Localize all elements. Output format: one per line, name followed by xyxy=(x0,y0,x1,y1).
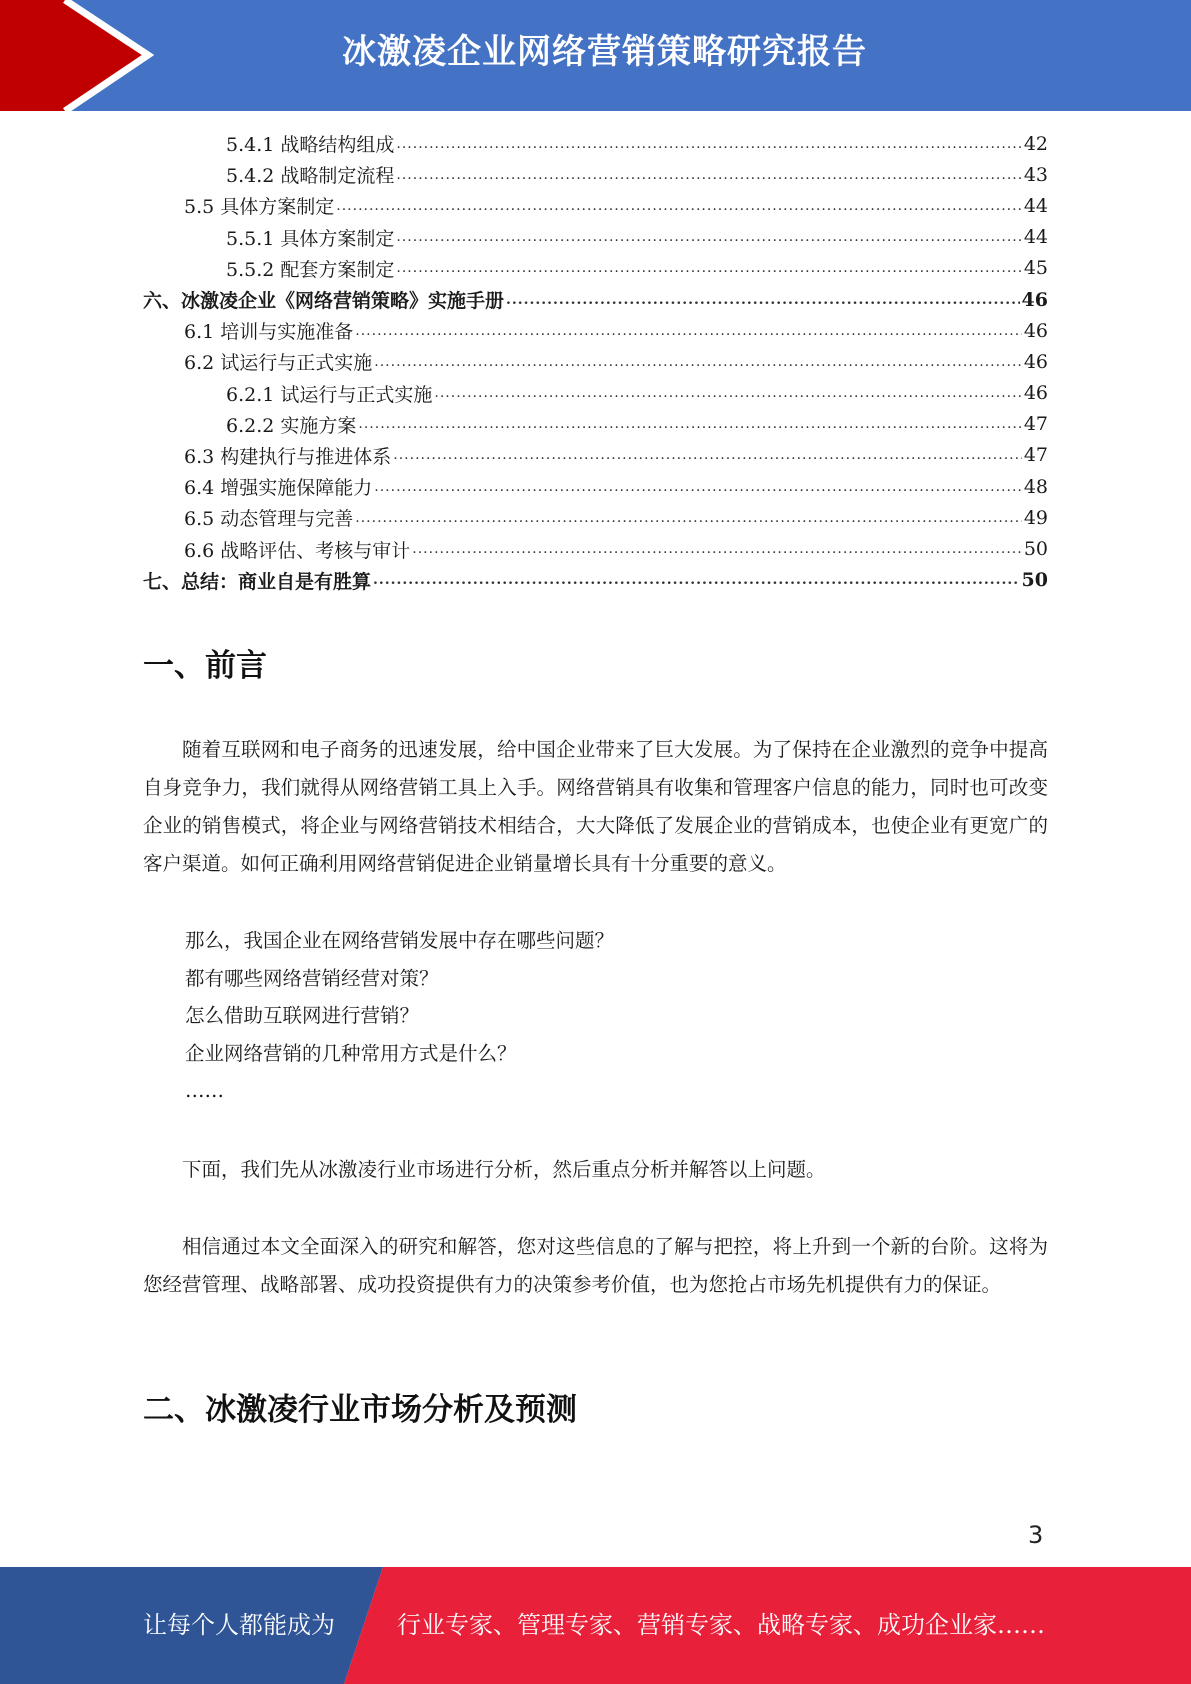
toc-entry[interactable] xyxy=(143,222,1048,253)
toc-entry-page: 43 xyxy=(1023,163,1048,186)
toc-entry[interactable] xyxy=(143,253,1048,284)
toc-entry[interactable] xyxy=(143,346,1048,377)
question-ellipsis: …… xyxy=(185,1079,224,1102)
toc-entry[interactable] xyxy=(143,440,1048,471)
preface-closing-paragraph: 相信通过本文全面深入的研究和解答，您对这些信息的了解与把控，将上升到一个新的台阶。这将为您经营管理、战略部署、成功投资提供有力的决策参考价值，也为您抢占市场先机提供有力的保证。 xyxy=(143,1235,1048,1296)
toc-leader-dots xyxy=(393,447,1022,463)
toc-entry-page: 48 xyxy=(1023,475,1048,498)
toc-entry-title: 5.4.1 战略结构组成 xyxy=(226,134,395,157)
toc-entry-page: 47 xyxy=(1023,444,1048,467)
toc-entry-title: 6.2.1 试运行与正式实施 xyxy=(226,383,433,406)
toc-entry-page: 50 xyxy=(1023,538,1048,561)
toc-entry[interactable] xyxy=(143,565,1048,596)
preface-next-paragraph: 下面，我们先从冰激凌行业市场进行分析，然后重点分析并解答以上问题。 xyxy=(182,1158,826,1181)
toc-entry[interactable] xyxy=(143,471,1048,502)
document-title: 冰激凌企业网络营销策略研究报告 xyxy=(342,32,867,72)
toc-leader-dots xyxy=(358,416,1021,432)
question-item: 那么，我国企业在网络营销发展中存在哪些问题？ xyxy=(185,929,615,952)
toc-entry[interactable] xyxy=(143,502,1048,533)
question-item: 都有哪些网络营销经营对策？ xyxy=(185,966,439,990)
page-number: 3 xyxy=(1028,1521,1044,1549)
toc-entry-title: 6.4 增强实施保障能力 xyxy=(184,477,373,500)
toc-leader-dots xyxy=(412,541,1022,557)
toc-leader-dots xyxy=(396,136,1021,152)
toc-leader-dots xyxy=(396,229,1021,245)
toc-leader-dots xyxy=(374,479,1022,495)
footer-slogan-right: 行业专家、管理专家、营销专家、战略专家、成功企业家…… xyxy=(397,1611,1045,1639)
toc-entry-title: 5.5 具体方案制定 xyxy=(184,196,335,219)
toc-leader-dots xyxy=(355,323,1022,339)
table-of-contents xyxy=(143,128,1048,596)
header-band xyxy=(0,0,1191,111)
toc-entry-page: 46 xyxy=(1021,288,1048,311)
toc-entry[interactable] xyxy=(143,409,1048,440)
toc-entry[interactable] xyxy=(143,378,1048,409)
question-item: 怎么借助互联网进行营销？ xyxy=(185,1004,420,1027)
toc-entry-title: 七、总结：商业自是有胜算 xyxy=(143,570,372,593)
section-heading-market-analysis: 二、冰激凌行业市场分析及预测 xyxy=(143,1392,577,1428)
toc-entry-page: 44 xyxy=(1023,194,1048,217)
question-item: 企业网络营销的几种常用方式是什么？ xyxy=(185,1041,517,1065)
toc-leader-dots xyxy=(373,572,1020,588)
toc-entry[interactable] xyxy=(143,190,1048,221)
toc-entry-page: 50 xyxy=(1021,569,1048,592)
footer-band xyxy=(0,1567,1191,1684)
toc-entry-page: 46 xyxy=(1023,350,1048,373)
toc-entry-page: 45 xyxy=(1023,257,1048,280)
toc-leader-dots xyxy=(506,292,1020,308)
toc-leader-dots xyxy=(396,167,1021,183)
toc-entry-title: 5.5.1 具体方案制定 xyxy=(226,227,395,250)
toc-entry-title: 六、冰激凌企业《网络营销策略》实施手册 xyxy=(143,290,505,313)
toc-entry-title: 6.6 战略评估、考核与审计 xyxy=(184,539,411,562)
preface-intro-paragraph: 随着互联网和电子商务的迅速发展，给中国企业带来了巨大发展。为了保持在企业激烈的竞争中提高自身竞争力，我们就得从网络营销工具上入手。网络营销具有收集和管理客户信息的能力，同时也可改变企业的销售模式，将企业与网络营销技术相结合，大大降低了发展企业的营销成本，也使企业有更宽广的客户渠道。如何正确利用网络营销促进企业销量增长具有十分重要的意义。 xyxy=(143,738,1048,875)
toc-entry-title: 6.5 动态管理与完善 xyxy=(184,508,354,531)
toc-entry-page: 49 xyxy=(1023,506,1048,529)
toc-entry-title: 5.4.2 战略制定流程 xyxy=(226,165,395,188)
toc-leader-dots xyxy=(374,354,1022,370)
toc-entry-page: 44 xyxy=(1023,226,1048,249)
toc-leader-dots xyxy=(434,385,1021,401)
toc-entry[interactable] xyxy=(143,533,1048,564)
section-heading-preface: 一、前言 xyxy=(143,648,267,684)
toc-entry-title: 5.5.2 配套方案制定 xyxy=(226,258,395,281)
question-list xyxy=(185,922,614,1110)
toc-leader-dots xyxy=(396,260,1021,276)
toc-entry[interactable] xyxy=(143,284,1048,315)
toc-entry-page: 42 xyxy=(1023,132,1048,155)
toc-entry[interactable] xyxy=(143,128,1048,159)
toc-entry[interactable] xyxy=(143,315,1048,346)
toc-entry-title: 6.2 试运行与正式实施 xyxy=(184,352,373,375)
toc-entry-page: 46 xyxy=(1023,319,1048,342)
footer-slogan-left: 让每个人都能成为 xyxy=(143,1611,335,1639)
toc-leader-dots xyxy=(355,510,1022,526)
toc-entry-title: 6.3 构建执行与推进体系 xyxy=(184,445,392,468)
toc-entry[interactable] xyxy=(143,159,1048,190)
toc-entry-page: 46 xyxy=(1023,382,1048,405)
toc-entry-title: 6.1 培训与实施准备 xyxy=(184,321,354,344)
toc-entry-page: 47 xyxy=(1023,413,1048,436)
toc-entry-title: 6.2.2 实施方案 xyxy=(226,414,357,437)
toc-leader-dots xyxy=(336,198,1022,214)
